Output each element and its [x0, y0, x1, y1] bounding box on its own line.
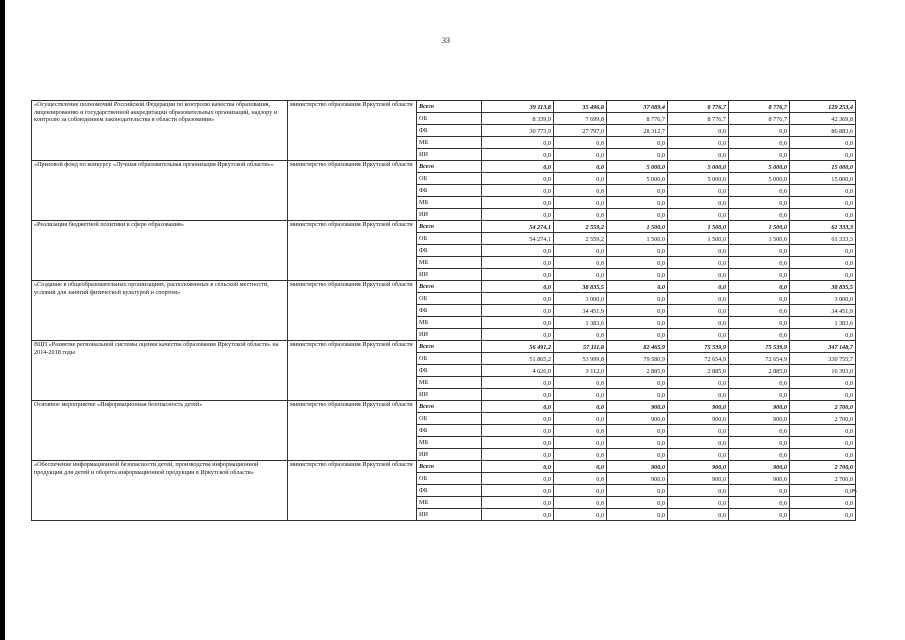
- year-amount-cell: 1 500,0: [607, 221, 668, 233]
- year-amount-cell: 82 465,9: [607, 341, 668, 353]
- table-row: [32, 341, 856, 353]
- year-amount-cell: 0,0: [729, 245, 790, 257]
- event-name-cell: «Создание в общеобразовательных организациях, расположенных в сельской местности, условий для занятий физической культурой и спортом»: [32, 281, 288, 341]
- year-amount-cell: 0,0: [729, 293, 790, 305]
- year-amount-cell: 0,0: [668, 245, 729, 257]
- year-amount-cell: 0,0: [729, 185, 790, 197]
- year-amount-cell: 0,0: [607, 389, 668, 401]
- year-amount-cell: 0,0: [607, 449, 668, 461]
- year-amount-cell: 8 776,7: [729, 101, 790, 113]
- funding-source-cell: ИИ: [417, 389, 482, 401]
- year-amount-cell: 51 865,2: [482, 353, 554, 365]
- total-amount-cell: 86 883,6: [790, 125, 856, 137]
- total-amount-cell: 34 451,9: [790, 305, 856, 317]
- funding-source-cell: Всего: [417, 221, 482, 233]
- year-amount-cell: 900,0: [729, 473, 790, 485]
- total-amount-cell: 38 835,5: [790, 281, 856, 293]
- year-amount-cell: 0,0: [607, 509, 668, 521]
- year-amount-cell: 0,0: [482, 317, 554, 329]
- year-amount-cell: 0,0: [668, 257, 729, 269]
- funding-source-cell: ФБ: [417, 365, 482, 377]
- year-amount-cell: 0,0: [668, 497, 729, 509]
- year-amount-cell: 0,0: [668, 125, 729, 137]
- year-amount-cell: 0,0: [668, 425, 729, 437]
- year-amount-cell: 30 773,9: [482, 125, 554, 137]
- year-amount-cell: 2 885,0: [729, 365, 790, 377]
- year-amount-cell: 0,0: [607, 209, 668, 221]
- year-amount-cell: 0,0: [554, 473, 607, 485]
- funding-source-cell: Всего: [417, 341, 482, 353]
- total-amount-cell: 16 393,0: [790, 365, 856, 377]
- year-amount-cell: 54 274,1: [482, 233, 554, 245]
- total-amount-cell: 0,0: [790, 485, 856, 497]
- year-amount-cell: 0,0: [482, 257, 554, 269]
- year-amount-cell: 28 312,7: [607, 125, 668, 137]
- funding-source-cell: ФБ: [417, 185, 482, 197]
- total-amount-cell: 2 700,0: [790, 461, 856, 473]
- year-amount-cell: 0,0: [668, 185, 729, 197]
- event-name-cell: Основное мероприятие «Информационная безопасность детей»: [32, 401, 288, 461]
- year-amount-cell: 0,0: [668, 329, 729, 341]
- year-amount-cell: 0,0: [482, 281, 554, 293]
- year-amount-cell: 0,0: [607, 293, 668, 305]
- budget-table: [31, 100, 856, 521]
- year-amount-cell: 2 559,2: [554, 221, 607, 233]
- year-amount-cell: 0,0: [668, 509, 729, 521]
- event-name-cell: «Призовой фонд по конкурсу «Лучшая образовательная организация Иркутской области»»: [32, 161, 288, 221]
- year-amount-cell: 0,0: [729, 269, 790, 281]
- funding-source-cell: Всего: [417, 281, 482, 293]
- total-amount-cell: 0,0: [790, 197, 856, 209]
- total-amount-cell: 15 000,0: [790, 161, 856, 173]
- year-amount-cell: 0,0: [607, 197, 668, 209]
- year-amount-cell: 0,0: [668, 281, 729, 293]
- funding-source-cell: ОБ: [417, 233, 482, 245]
- total-amount-cell: 2 700,0: [790, 401, 856, 413]
- year-amount-cell: 0,0: [482, 449, 554, 461]
- year-amount-cell: 0,0: [554, 173, 607, 185]
- table-row: [32, 461, 856, 473]
- executor-cell: министерство образования Иркутской области: [288, 401, 417, 461]
- year-amount-cell: 900,0: [729, 413, 790, 425]
- year-amount-cell: 4 626,0: [482, 365, 554, 377]
- year-amount-cell: 27 797,0: [554, 125, 607, 137]
- year-amount-cell: 0,0: [729, 449, 790, 461]
- funding-source-cell: Всего: [417, 401, 482, 413]
- year-amount-cell: 0,0: [729, 125, 790, 137]
- year-amount-cell: 0,0: [554, 185, 607, 197]
- year-amount-cell: 0,0: [668, 209, 729, 221]
- year-amount-cell: 0,0: [554, 485, 607, 497]
- year-amount-cell: 0,0: [668, 293, 729, 305]
- year-amount-cell: 900,0: [668, 461, 729, 473]
- year-amount-cell: 0,0: [729, 305, 790, 317]
- funding-source-cell: ОБ: [417, 113, 482, 125]
- year-amount-cell: 0,0: [482, 389, 554, 401]
- year-amount-cell: 0,0: [554, 437, 607, 449]
- total-amount-cell: 0,0: [790, 437, 856, 449]
- total-amount-cell: 2 700,0: [790, 473, 856, 485]
- year-amount-cell: 39 113,8: [482, 101, 554, 113]
- total-amount-cell: 0,0: [790, 497, 856, 509]
- year-amount-cell: 0,0: [729, 497, 790, 509]
- year-amount-cell: 8 776,7: [607, 113, 668, 125]
- year-amount-cell: 0,0: [729, 149, 790, 161]
- funding-source-cell: ИИ: [417, 509, 482, 521]
- year-amount-cell: 0,0: [554, 161, 607, 173]
- funding-source-cell: ОБ: [417, 413, 482, 425]
- year-amount-cell: 38 835,5: [554, 281, 607, 293]
- year-amount-cell: 75 539,9: [729, 341, 790, 353]
- year-amount-cell: 34 451,9: [554, 305, 607, 317]
- year-amount-cell: 0,0: [729, 437, 790, 449]
- year-amount-cell: 8 776,7: [668, 113, 729, 125]
- year-amount-cell: 0,0: [668, 149, 729, 161]
- year-amount-cell: 0,0: [729, 485, 790, 497]
- year-amount-cell: 0,0: [482, 437, 554, 449]
- total-amount-cell: 0,0: [790, 425, 856, 437]
- funding-source-cell: Всего: [417, 461, 482, 473]
- year-amount-cell: 0,0: [607, 485, 668, 497]
- total-amount-cell: 0,0: [790, 209, 856, 221]
- total-amount-cell: 330 755,7: [790, 353, 856, 365]
- year-amount-cell: 0,0: [729, 209, 790, 221]
- year-amount-cell: 1 500,0: [729, 233, 790, 245]
- table-row: [32, 161, 856, 173]
- year-amount-cell: 0,0: [482, 329, 554, 341]
- year-amount-cell: 0,0: [554, 413, 607, 425]
- year-amount-cell: 0,0: [482, 401, 554, 413]
- year-amount-cell: 0,0: [607, 269, 668, 281]
- event-name-cell: ВЦП «Развитие региональной системы оценки качества образования Иркутской области» на 2014-2018 годы: [32, 341, 288, 401]
- year-amount-cell: 54 274,1: [482, 221, 554, 233]
- year-amount-cell: 900,0: [729, 461, 790, 473]
- year-amount-cell: 0,0: [554, 461, 607, 473]
- year-amount-cell: 900,0: [729, 401, 790, 413]
- year-amount-cell: 0,0: [482, 497, 554, 509]
- year-amount-cell: 1 500,0: [668, 221, 729, 233]
- year-amount-cell: 0,0: [729, 389, 790, 401]
- year-amount-cell: 900,0: [668, 473, 729, 485]
- year-amount-cell: 8 776,7: [668, 101, 729, 113]
- year-amount-cell: 0,0: [668, 389, 729, 401]
- year-amount-cell: 0,0: [482, 473, 554, 485]
- table-row: [32, 281, 856, 293]
- year-amount-cell: 0,0: [729, 317, 790, 329]
- year-amount-cell: 56 491,2: [482, 341, 554, 353]
- funding-source-cell: ИИ: [417, 449, 482, 461]
- year-amount-cell: 0,0: [668, 485, 729, 497]
- executor-cell: министерство образования Иркутской области: [288, 281, 417, 341]
- year-amount-cell: 5 000,0: [668, 173, 729, 185]
- year-amount-cell: 5 000,0: [668, 161, 729, 173]
- year-amount-cell: 0,0: [668, 377, 729, 389]
- year-amount-cell: 0,0: [554, 401, 607, 413]
- total-amount-cell: 0,0: [790, 245, 856, 257]
- total-amount-cell: 15 000,0: [790, 173, 856, 185]
- year-amount-cell: 0,0: [482, 305, 554, 317]
- year-amount-cell: 2 885,0: [668, 365, 729, 377]
- year-amount-cell: 8 339,9: [482, 113, 554, 125]
- year-amount-cell: 0,0: [607, 317, 668, 329]
- year-amount-cell: 72 654,9: [668, 353, 729, 365]
- year-amount-cell: 0,0: [668, 269, 729, 281]
- year-amount-cell: 75 539,9: [668, 341, 729, 353]
- year-amount-cell: 0,0: [482, 149, 554, 161]
- year-amount-cell: 0,0: [668, 437, 729, 449]
- event-name-cell: «Осуществление полномочий Российской Федерации по контролю качества образования, лицензированию и государственной аккредитации образовательных организаций, надзору и контролю за соблюдением законодательства в области образования»: [32, 101, 288, 161]
- year-amount-cell: 0,0: [729, 281, 790, 293]
- executor-cell: министерство образования Иркутской области: [288, 221, 417, 281]
- total-amount-cell: 0,0: [790, 377, 856, 389]
- total-amount-cell: 61 333,3: [790, 233, 856, 245]
- funding-source-cell: МБ: [417, 317, 482, 329]
- year-amount-cell: 0,0: [607, 377, 668, 389]
- funding-source-cell: ФБ: [417, 125, 482, 137]
- year-amount-cell: 0,0: [482, 245, 554, 257]
- year-amount-cell: 1 500,0: [668, 233, 729, 245]
- year-amount-cell: 5 000,0: [729, 173, 790, 185]
- year-amount-cell: 0,0: [554, 497, 607, 509]
- funding-source-cell: ОБ: [417, 473, 482, 485]
- executor-cell: министерство образования Иркутской области: [288, 341, 417, 401]
- year-amount-cell: 5 000,0: [607, 161, 668, 173]
- year-amount-cell: 3 112,0: [554, 365, 607, 377]
- event-name-cell: «Обеспечение информационной безопасности детей, производства информационной продукции для детей и оборота информационной продукции в Иркутской области»: [32, 461, 288, 521]
- year-amount-cell: 3 000,0: [554, 293, 607, 305]
- total-amount-cell: 0,0: [790, 509, 856, 521]
- year-amount-cell: 37 089,4: [607, 101, 668, 113]
- year-amount-cell: 0,0: [668, 197, 729, 209]
- year-amount-cell: 0,0: [482, 377, 554, 389]
- year-amount-cell: 0,0: [554, 509, 607, 521]
- year-amount-cell: 0,0: [607, 245, 668, 257]
- year-amount-cell: 0,0: [668, 449, 729, 461]
- executor-cell: министерство образования Иркутской области: [288, 461, 417, 521]
- year-amount-cell: 0,0: [607, 281, 668, 293]
- page-number: 33: [442, 36, 450, 45]
- executor-cell: министерство образования Иркутской области: [288, 161, 417, 221]
- year-amount-cell: 0,0: [554, 329, 607, 341]
- total-amount-cell: 0,0: [790, 329, 856, 341]
- year-amount-cell: 0,0: [554, 197, 607, 209]
- funding-source-cell: ИИ: [417, 209, 482, 221]
- year-amount-cell: 0,0: [607, 137, 668, 149]
- year-amount-cell: 0,0: [554, 257, 607, 269]
- year-amount-cell: 0,0: [729, 137, 790, 149]
- funding-source-cell: ИИ: [417, 329, 482, 341]
- year-amount-cell: 0,0: [482, 269, 554, 281]
- year-amount-cell: 0,0: [607, 149, 668, 161]
- funding-source-cell: МБ: [417, 257, 482, 269]
- funding-source-cell: ФБ: [417, 425, 482, 437]
- year-amount-cell: 0,0: [482, 209, 554, 221]
- funding-source-cell: ФБ: [417, 245, 482, 257]
- funding-source-cell: ИИ: [417, 269, 482, 281]
- funding-source-cell: МБ: [417, 137, 482, 149]
- funding-source-cell: МБ: [417, 497, 482, 509]
- year-amount-cell: 0,0: [482, 425, 554, 437]
- funding-source-cell: ИИ: [417, 149, 482, 161]
- year-amount-cell: 72 654,9: [729, 353, 790, 365]
- year-amount-cell: 900,0: [607, 473, 668, 485]
- year-amount-cell: 0,0: [607, 185, 668, 197]
- year-amount-cell: 0,0: [554, 269, 607, 281]
- year-amount-cell: 1 500,0: [729, 221, 790, 233]
- year-amount-cell: 35 496,8: [554, 101, 607, 113]
- year-amount-cell: 0,0: [668, 305, 729, 317]
- table-row: [32, 221, 856, 233]
- funding-source-cell: МБ: [417, 377, 482, 389]
- event-name-cell: «Реализация бюджетной политики в сфере образования»: [32, 221, 288, 281]
- year-amount-cell: 0,0: [482, 185, 554, 197]
- funding-source-cell: Всего: [417, 101, 482, 113]
- year-amount-cell: 2 885,0: [607, 365, 668, 377]
- executor-cell: министерство образования Иркутской области: [288, 101, 417, 161]
- year-amount-cell: 0,0: [607, 329, 668, 341]
- year-amount-cell: 0,0: [554, 245, 607, 257]
- year-amount-cell: 5 000,0: [729, 161, 790, 173]
- funding-source-cell: ФБ: [417, 305, 482, 317]
- closing-quote-mark: ».: [852, 486, 858, 494]
- year-amount-cell: 0,0: [554, 449, 607, 461]
- year-amount-cell: 0,0: [729, 377, 790, 389]
- year-amount-cell: 0,0: [607, 305, 668, 317]
- scan-edge-bar: [0, 0, 5, 640]
- total-amount-cell: 0,0: [790, 389, 856, 401]
- total-amount-cell: 347 148,7: [790, 341, 856, 353]
- year-amount-cell: 900,0: [668, 413, 729, 425]
- year-amount-cell: 8 776,7: [729, 113, 790, 125]
- total-amount-cell: 42 369,8: [790, 113, 856, 125]
- year-amount-cell: 900,0: [668, 401, 729, 413]
- year-amount-cell: 2 559,2: [554, 233, 607, 245]
- year-amount-cell: 0,0: [482, 137, 554, 149]
- year-amount-cell: 5 000,0: [607, 173, 668, 185]
- year-amount-cell: 1 383,6: [554, 317, 607, 329]
- funding-source-cell: МБ: [417, 437, 482, 449]
- funding-source-cell: ФБ: [417, 485, 482, 497]
- year-amount-cell: 57 111,8: [554, 341, 607, 353]
- year-amount-cell: 7 699,8: [554, 113, 607, 125]
- year-amount-cell: 53 999,8: [554, 353, 607, 365]
- year-amount-cell: 0,0: [482, 197, 554, 209]
- total-amount-cell: 0,0: [790, 185, 856, 197]
- total-amount-cell: 2 700,0: [790, 413, 856, 425]
- total-amount-cell: 0,0: [790, 257, 856, 269]
- year-amount-cell: 1 500,0: [607, 233, 668, 245]
- year-amount-cell: 0,0: [482, 461, 554, 473]
- year-amount-cell: 900,0: [607, 461, 668, 473]
- table-row: [32, 401, 856, 413]
- total-amount-cell: 0,0: [790, 449, 856, 461]
- table-row: [32, 101, 856, 113]
- year-amount-cell: 0,0: [554, 149, 607, 161]
- year-amount-cell: 0,0: [729, 509, 790, 521]
- year-amount-cell: 0,0: [482, 485, 554, 497]
- total-amount-cell: 0,0: [790, 137, 856, 149]
- year-amount-cell: 0,0: [554, 209, 607, 221]
- year-amount-cell: 0,0: [482, 413, 554, 425]
- year-amount-cell: 79 580,9: [607, 353, 668, 365]
- year-amount-cell: 0,0: [482, 293, 554, 305]
- year-amount-cell: 0,0: [607, 497, 668, 509]
- year-amount-cell: 0,0: [607, 257, 668, 269]
- year-amount-cell: 0,0: [668, 317, 729, 329]
- year-amount-cell: 0,0: [482, 173, 554, 185]
- year-amount-cell: 0,0: [729, 425, 790, 437]
- total-amount-cell: 1 383,6: [790, 317, 856, 329]
- funding-source-cell: ОБ: [417, 293, 482, 305]
- funding-source-cell: ОБ: [417, 353, 482, 365]
- total-amount-cell: 61 333,3: [790, 221, 856, 233]
- year-amount-cell: 900,0: [607, 413, 668, 425]
- total-amount-cell: 0,0: [790, 269, 856, 281]
- funding-source-cell: МБ: [417, 197, 482, 209]
- total-amount-cell: 129 253,4: [790, 101, 856, 113]
- year-amount-cell: 0,0: [607, 425, 668, 437]
- year-amount-cell: 0,0: [482, 161, 554, 173]
- year-amount-cell: 0,0: [729, 257, 790, 269]
- year-amount-cell: 0,0: [482, 509, 554, 521]
- year-amount-cell: 0,0: [668, 137, 729, 149]
- year-amount-cell: 0,0: [554, 389, 607, 401]
- year-amount-cell: 900,0: [607, 401, 668, 413]
- total-amount-cell: 0,0: [790, 149, 856, 161]
- funding-source-cell: Всего: [417, 161, 482, 173]
- funding-source-cell: ОБ: [417, 173, 482, 185]
- total-amount-cell: 3 000,0: [790, 293, 856, 305]
- year-amount-cell: 0,0: [729, 197, 790, 209]
- year-amount-cell: 0,0: [729, 329, 790, 341]
- year-amount-cell: 0,0: [554, 425, 607, 437]
- year-amount-cell: 0,0: [607, 437, 668, 449]
- year-amount-cell: 0,0: [554, 137, 607, 149]
- year-amount-cell: 0,0: [554, 377, 607, 389]
